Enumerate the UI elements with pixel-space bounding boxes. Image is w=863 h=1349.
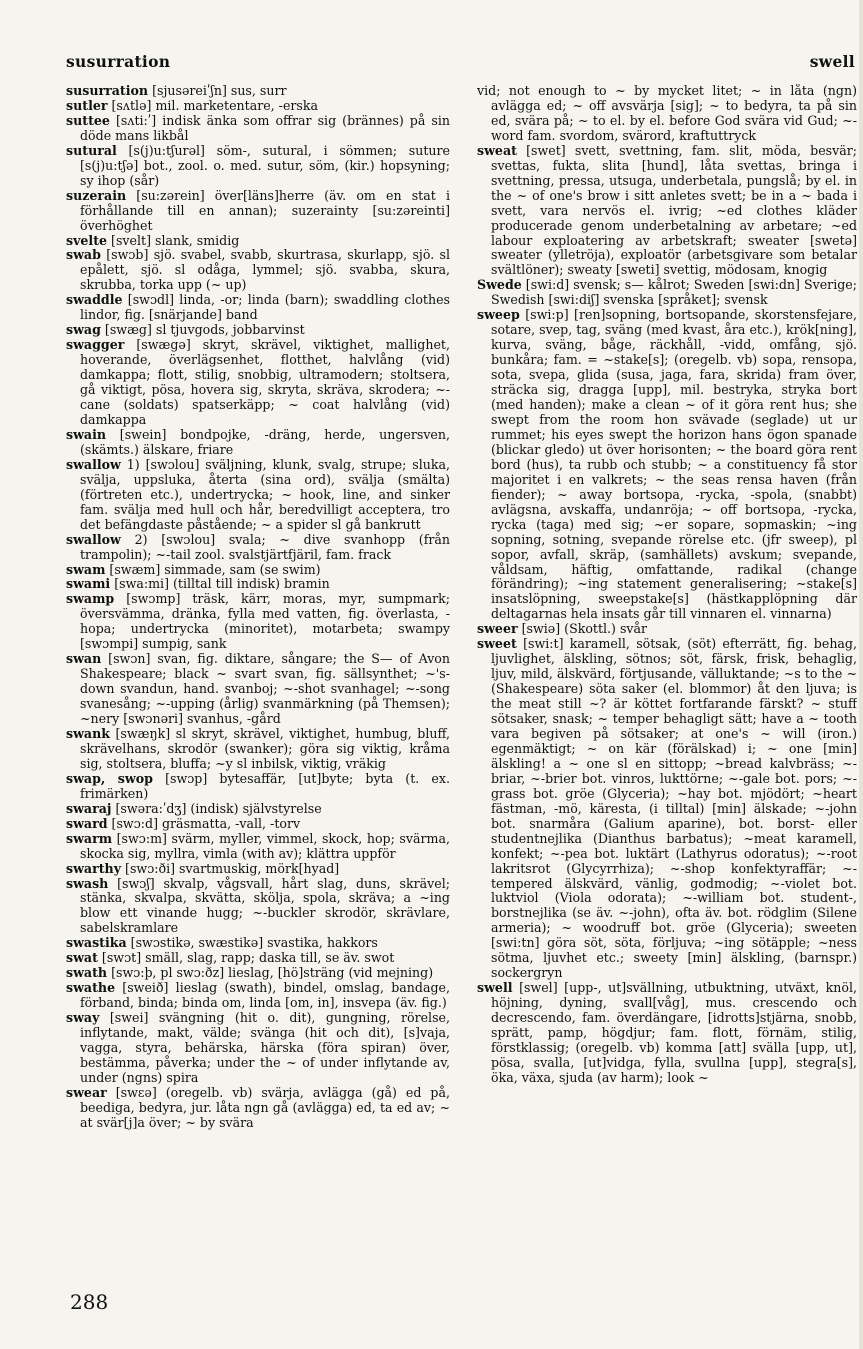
dictionary-entry: [66, 772, 450, 802]
entry-definition: [swɔt] smäll, slag, rapp; daska till, se äv. swot: [97, 950, 395, 966]
entry-headword: suttee: [66, 112, 110, 128]
entry-headword: swathe: [66, 980, 116, 996]
dictionary-entry: [66, 1086, 450, 1131]
dictionary-entry: [66, 144, 450, 189]
right-column: [477, 84, 857, 1244]
entry-headword: Swede: [477, 277, 522, 293]
entry-definition: [swɔp] bytesaffär, [ut]byte; byta (t. ex. frimärken): [80, 770, 450, 801]
entry-definition: [swɔstikə, swæstikə] svastika, hakkors: [126, 935, 378, 951]
dictionary-entry: [477, 981, 857, 1086]
dictionary-entry: [66, 652, 450, 727]
entry-definition: [s(j)u:tʃurəl] söm-, sutural, i sömmen; suture [s(j)u:tʃə] bot., zool. o. med. sutur, söm, (kir.) hopsyning; sy ihop (sår): [80, 142, 450, 188]
dictionary-entry: [477, 308, 857, 622]
dictionary-entry: [66, 577, 450, 592]
entry-headword: swath: [66, 965, 108, 981]
entry-headword: swaraj: [66, 800, 112, 816]
dictionary-entry: [66, 338, 450, 428]
left-column: [66, 84, 450, 1244]
dictionary-entry: [66, 966, 450, 981]
entry-headword: swag: [66, 322, 101, 338]
entry-headword: swank: [66, 725, 110, 741]
entry-definition: [sʌtlə] mil. marketentare, -erska: [107, 97, 319, 113]
dictionary-entry: [66, 1011, 450, 1086]
entry-headword: swarthy: [66, 860, 122, 876]
dictionary-entry: [66, 323, 450, 338]
entry-definition: [swi:d] svensk; s— kålrot; Sweden [swi:dn] Sverige; Swedish [swi:diʃ] svenska [språket]; svensk: [491, 277, 857, 308]
entry-headword: swagger: [66, 337, 125, 353]
dictionary-entry: [66, 981, 450, 1011]
dictionary-entry: [66, 114, 450, 144]
dictionary-entry: [66, 428, 450, 458]
entry-definition: [swi:p] [ren]sopning, bortsopande, skorstensfejare, sotare, svep, tag, sväng (med kvast, åra etc.), krök[ning], kurva, sväng, båge, räckhåll, -vidd, omfång, sjö. bunkåra; fam. = ~stake[s]; (oregelb. vb) sopa, rensopa, sota, svepa, glida (susa, jaga, fara, skrida) fram över, sträcka sig, dragga [upp], mil. bestryka, stryka bort (med handen); make a clean ~ of it göra rent hus; she swept from the room hon svävade (seglade) ut ur rummet; his eyes swept the horizon hans ögon spanade (blickar gledo) ut över horisonten; ~ the board göra rent bord (hus), ta rubb och stubb; ~ a constituency få stor majoritet i en valkrets; ~ the seas rensa haven (från fiender); ~ away bortsopa, -rycka, -spola, (snabbt) avlägsna, avskaffa, undanröja; ~ off bortsopa, -rycka, rycka (taga) med sig; ~er sopare, sopmaskin; ~ing sopning, sotning, svepande rörelse etc. (jfr sweep), pl sopor, avfall, skräp, (samhällets) avskum; svepande, våldsam, häftig, omfattande, radikal (change förändring); ~ing statement generalisering; ~stake[s] insatslöpning, sweepstake[s] (hästkapplöpning där deltagarnas hela insats går till vinnaren el. vinnarna): [491, 307, 857, 622]
entry-headword: sutler: [66, 97, 108, 113]
entry-headword: swallow: [66, 456, 121, 472]
entry-headword: sutural: [66, 142, 117, 158]
entry-definition: [swel] [upp-, ut]svällning, utbuktning, utväxt, knöl, höjning, dyning, svall[våg], mus. crescendo och decrescendo, fam. överdängare, [idrotts]stjärna, snobb, sprätt, pamp, högdjur; fam. flott, förnäm, stilig, förstklassig; (oregelb. vb) komma [att] svälla [upp, ut], pösa, svalla, [ut]vidga, fylla, svullna [upp], stegra[s], öka, växa, sjuda (av harm); look ~: [491, 980, 857, 1085]
entry-headword: svelte: [66, 232, 108, 248]
entry-headword: sweat: [477, 142, 517, 158]
entry-headword: swaddle: [66, 292, 123, 308]
entry-headword: swan: [66, 651, 102, 667]
dictionary-entry: [477, 84, 857, 144]
entry-definition: [swɔ:þ, pl swɔ:ðz] lieslag, [hö]sträng (vid mejning): [107, 965, 434, 981]
entry-definition: [swæm] simmade, sam (se swim): [105, 561, 321, 577]
entry-headword: swam: [66, 561, 106, 577]
entry-headword: sweer: [477, 621, 518, 637]
left-guide-word: susurration: [66, 52, 171, 71]
entry-definition: [swæg] sl tjuvgods, jobbarvinst: [100, 322, 305, 338]
dictionary-entry: [66, 189, 450, 234]
dictionary-entry: [66, 592, 450, 652]
dictionary-entry: [66, 832, 450, 862]
entry-definition: [swɔ:d] gräsmatta, -vall, -torv: [107, 815, 301, 831]
entry-headword: swallow: [66, 531, 121, 547]
entry-headword: swastika: [66, 935, 127, 951]
entry-definition: [swi:t] karamell, sötsak, (söt) efterrätt, fig. behag, ljuvlighet, älskling, sötnos; söt, färsk, frisk, behaglig, ljuv, mild, älskvärd, förtjusande, välluktande; ~s to the ~ (Shakespeare) söta saker (el. blommor) åt den ljuva; is the meat still ~? är köttet fortfarande färskt? ~ stuff sötsaker, snask; ~ temper behagligt sätt; have a ~ tooth vara begiven på sötsaker; at one's ~ will (iron.) egenmäktigt; ~ on kär (förälskad) i; ~ one [min] älskling! a ~ one sl en sittopp; ~bread kalvbräss; ~-briar, ~-brier bot. vinros, lukttörne; ~-gale bot. pors; ~-grass bot. gröe (Glyceria); ~hay bot. mjödört; ~heart fästman, -mö, käresta, (i tilltal) [min] älskade; ~-john bot. snarmåra (Galium aparine), bot. borst- eller studentnejlika (Dianthus barbatus); ~meat karamell, konfekt; ~-pea bot. luktärt (Lathyrus odoratus); ~-root lakritsrot (Glycyrrhiza); ~-shop konfektyraffär; ~-tempered älskvärd, vänlig, godmodig; ~-violet bot. luktviol (Viola odorata); ~-william bot. student-, borstnejlika (se äv. ~-john), ofta äv. bot. rödglim (Silene armeria); ~ woodruff bot. gröe (Glyceria); sweeten [swi:tn] göra söt, söta, förljuva; ~ing sötäpple; ~ness sötma, ljuvhet etc.; sweety [min] älskling, (barnspr.) sockergryn: [491, 636, 857, 981]
entry-headword: swat: [66, 950, 98, 966]
page-edge: [859, 0, 863, 1349]
entry-definition: [swægə] skryt, skrävel, viktighet, mallighet, hoverande, överlägsenhet, flotthet, halvlång (vid) damkappa; flott, stilig, snobbig, ultramodern; stoltsera, gå viktigt, pösa, hovera sig, skryta, skräva, skrodera; ~-cane (soldats) spatserkäpp; ~ coat halvlång (vid) damkappa: [80, 337, 450, 427]
entry-definition: [swɔdl] linda, -or; linda (barn); swaddling clothes lindor, fig. [snärjande] band: [80, 292, 450, 323]
dictionary-entry: [66, 817, 450, 832]
entry-definition: [swɔmp] träsk, kärr, moras, myr, sumpmark; översvämma, dränka, fylla med vatten, fig. överlasta, -hopa; undertrycka (minoritet), motarbeta; swampy [swɔmpi] sumpig, sank: [80, 591, 450, 652]
entry-headword: swain: [66, 426, 107, 442]
entry-definition: [swɔn] svan, fig. diktare, sångare; the S— of Avon Shakespeare; black ~ svart svan, fig. sällsynthet; ~'s-down svandun, hand. svanboj; ~-shot svanhagel; ~-song svanesång; ~-upping (årlig) svanmärkning (på Themsen); ~nery [swɔnəri] svanhus, -gård: [80, 651, 450, 727]
entry-headword: sway: [66, 1010, 100, 1026]
dictionary-entry: [477, 637, 857, 981]
dictionary-entry: [66, 533, 450, 563]
dictionary-entry: [66, 563, 450, 578]
dictionary-entry: [66, 877, 450, 937]
dictionary-entry: [66, 727, 450, 772]
entry-definition: [sweið] lieslag (swath), bindel, omslag, bandage, förband, binda; binda om, linda [om, in], insvepa (äv. fig.): [80, 980, 450, 1011]
entry-definition: [swɔʃ] skvalp, vågsvall, hårt slag, duns, skrävel; stänka, skvalpa, skvätta, skölja, spola, skräva; a ~ing blow ett vinande hugg; ~-buckler skrodör, skrävlare, sabelskramlare: [80, 875, 450, 936]
entry-headword: swash: [66, 875, 109, 891]
entry-headword: swarm: [66, 830, 113, 846]
dictionary-entry: [477, 144, 857, 279]
dictionary-entry: [66, 234, 450, 249]
entry-definition: [swet] svett, svettning, fam. slit, möda, besvär; svettas, fukta, slita [hund], låta svettas, bringa i svettning, pressa, utsuga, underbetala, pungslå; by el. in the ~ of one's brow i sitt anletes svett; be in a ~ bada i svett, vara nervös el. ivrig; ~ed clothes kläder producerade genom underbetalning av arbetare; ~ed labour exploatering av arbetskraft; sweater [swetə] sweater (ylletröja), exploatör (arbetsgivare som betalar svältlöner); sweaty [sweti] svettig, mödosam, knogig: [491, 142, 857, 278]
entry-headword: swab: [66, 247, 101, 263]
dictionary-entry: [66, 293, 450, 323]
right-guide-word: swell: [809, 52, 855, 71]
entry-definition: [swei] svängning (hit o. dit), gungning, rörelse, inflytande, makt, välde; svänga (hit och dit), [s]vaja, vagga, styra, behärska, härska (föra spiran) över, bestämma, påverka; under the ~ of under inflytande av, under (ngns) spira: [80, 1010, 450, 1085]
entry-definition: [swɔb] sjö. svabel, svabb, skurtrasa, skurlapp, sjö. sl epålett, sjö. sl odåga, lymmel; sjö. svabba, skura, skrubba, torka upp (~ up): [80, 247, 450, 293]
dictionary-entry: [66, 84, 450, 99]
entry-definition: [sʌti:ʹ] indisk änka som offrar sig (brännes) på sin döde mans likbål: [80, 112, 450, 143]
entry-headword: swell: [477, 980, 513, 996]
dictionary-entry: [66, 248, 450, 293]
entry-definition: [swəra:ʹdʒ] (indisk) självstyrelse: [111, 800, 322, 816]
entry-definition: [swein] bondpojke, -dräng, herde, ungersven, (skämts.) älskare, friare: [80, 426, 450, 457]
page-number: 288: [70, 1290, 109, 1314]
entry-definition: [swæŋk] sl skryt, skrävel, viktighet, humbug, bluff, skrävelhans, skrodör (swanker); göra sig viktig, kråma sig, stoltsera, bluffa; ~y sl inbilsk, viktig, vräkig: [80, 725, 450, 771]
dictionary-entry: [66, 802, 450, 817]
entry-definition: [swɛə] (oregelb. vb) svärja, avlägga (gå) ed på, beediga, bedyra, jur. låta ngn gå (avlägga) ed, ta ed av; ~ at svär[j]a över; ~ by svära: [80, 1084, 450, 1130]
entry-headword: swami: [66, 576, 111, 592]
entry-definition: [swɔ:ði] svartmuskig, mörk[hyad]: [121, 860, 340, 876]
dictionary-entry: [66, 862, 450, 877]
dictionary-entry: [66, 99, 450, 114]
entry-headword: swear: [66, 1084, 107, 1100]
entry-definition: [svelt] slank, smidig: [107, 232, 240, 248]
entry-definition: 1) [swɔlou] sväljning, klunk, svalg, strupe; sluka, svälja, uppsluka, återta (sina ord), svälja (smälta) (förtreten etc.), undertrycka; ~ hook, line, and sinker fam. svälja med hull och hår, beredvilligt acceptera, tro det befängdaste påstående; ~ a spider sl gå bankrutt: [80, 456, 450, 532]
dictionary-entry: [66, 458, 450, 533]
dictionary-entry: [66, 936, 450, 951]
entry-headword: suzerain: [66, 187, 127, 203]
entry-headword: susurration: [66, 84, 149, 98]
entry-definition: [swiə] (Skottl.) svår: [517, 621, 648, 637]
entry-definition: [swɔ:m] svärm, myller, vimmel, skock, hop; svärma, skocka sig, myllra, vimla (with av); klättra uppför: [80, 830, 450, 861]
entry-headword: sweep: [477, 307, 520, 323]
entry-headword: swap, swop: [66, 770, 153, 786]
dictionary-entry: [477, 622, 857, 637]
entry-definition: [swa:mi] (tilltal till indisk) bramin: [110, 576, 330, 592]
dictionary-entry: [477, 278, 857, 308]
entry-definition: vid; not enough to ~ by mycket litet; ~ in låta (ngn) avlägga ed; ~ off avsvärja [sig]; ~ to bedyra, ta på sin ed, svära på; ~ to el. by el. before God svära vid Gud; ~-word fam. svordom, svärord, kraftuttryck: [477, 84, 857, 143]
entry-headword: swamp: [66, 591, 115, 607]
entry-headword: sweet: [477, 636, 517, 652]
entry-headword: sward: [66, 815, 108, 831]
entry-definition: [sjusəreiʹʃn] sus, surr: [148, 84, 287, 98]
entry-definition: [su:zərein] över[läns]herre (äv. om en stat i förhållande till en annan); suzerainty [su:zəreinti] överhöghet: [80, 187, 450, 233]
dictionary-entry: [66, 951, 450, 966]
entry-definition: 2) [swɔlou] svala; ~ dive svanhopp (från trampolin); ~-tail zool. svalstjärtfjäril, fam. frack: [80, 531, 450, 562]
